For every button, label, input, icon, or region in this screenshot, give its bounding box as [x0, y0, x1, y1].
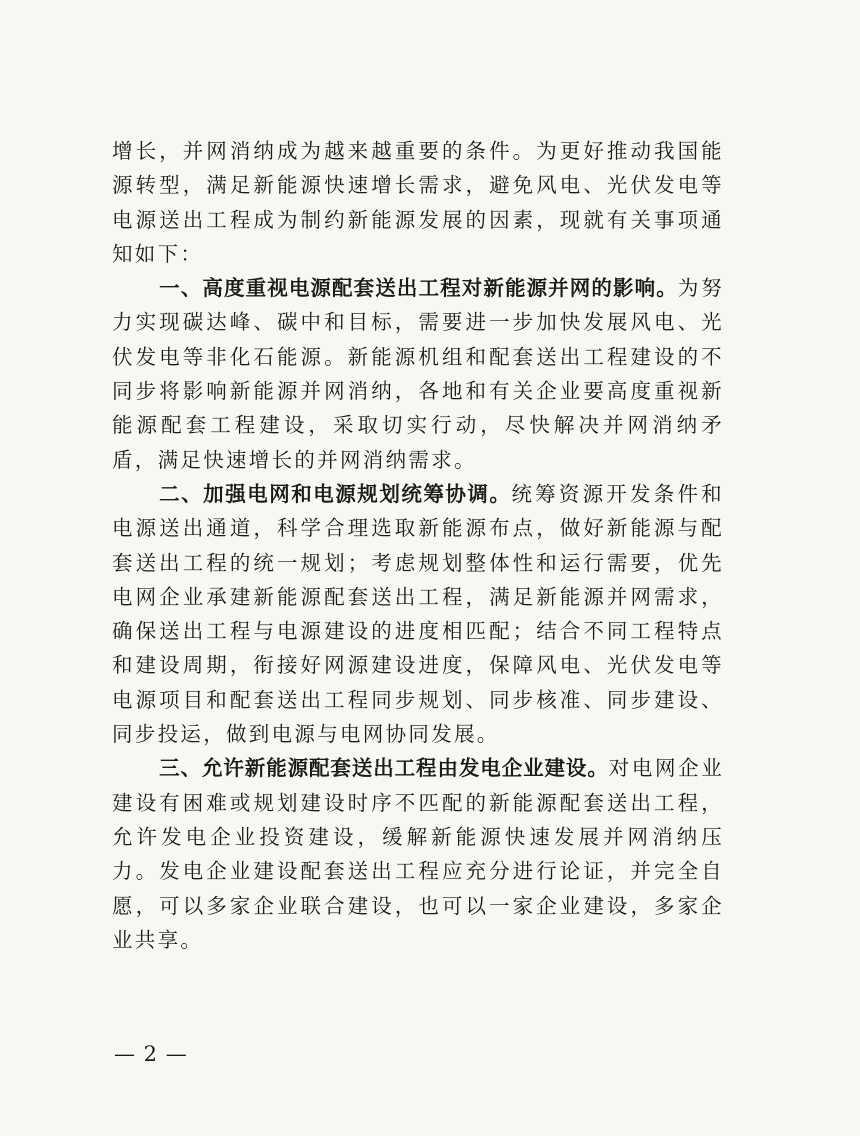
section-one-heading: 一、高度重视电源配套送出工程对新能源并网的影响。 — [159, 276, 678, 301]
section-one-paragraph — [112, 271, 724, 477]
section-one-text: 为努力实现碳达峰、碳中和目标，需要进一步加快发展风电、光伏发电等非化石能源。新能源机组和配套送出工程建设的不同步将影响新能源并网消纳，各地和有关企业要高度重视新能源配套工程建设，采取切实行动，尽快解决并网消纳矛盾，满足快速增长的并网消纳需求。 — [112, 276, 724, 472]
section-two-text: 统筹资源开发条件和电源送出通道，科学合理选取新能源布点，做好新能源与配套送出工程的统一规划；考虑规划整体性和运行需要，优先电网企业承建新能源配套送出工程，满足新能源并网需求，确保送出工程与电源建设的进度相匹配；结合不同工程特点和建设周期，衔接好网源建设进度，保障风电、光伏发电等电源项目和配套送出工程同步规划、同步核准、同步建设、同步投运，做到电源与电网协同发展。 — [112, 481, 724, 747]
section-two-heading: 二、加强电网和电源规划统筹协调。 — [159, 481, 512, 506]
section-three-paragraph — [112, 751, 724, 957]
intro-paragraph: 增长，并网消纳成为越来越重要的条件。为更好推动我国能源转型，满足新能源快速增长需求，避免风电、光伏发电等电源送出工程成为制约新能源发展的因素，现就有关事项通知如下： — [112, 139, 724, 266]
section-two-paragraph — [112, 477, 724, 751]
section-three-text: 对电网企业建设有困难或规划建设时序不匹配的新能源配套送出工程，允许发电企业投资建设，缓解新能源快速发展并网消纳压力。发电企业建设配套送出工程应充分进行论证，并完全自愿，可以多家企业联合建设，也可以一家企业建设，多家企业共享。 — [112, 756, 724, 952]
page-number: — 2 — — [114, 1042, 188, 1066]
section-three-heading: 三、允许新能源配套送出工程由发电企业建设。 — [159, 756, 609, 781]
document-body — [112, 134, 724, 957]
